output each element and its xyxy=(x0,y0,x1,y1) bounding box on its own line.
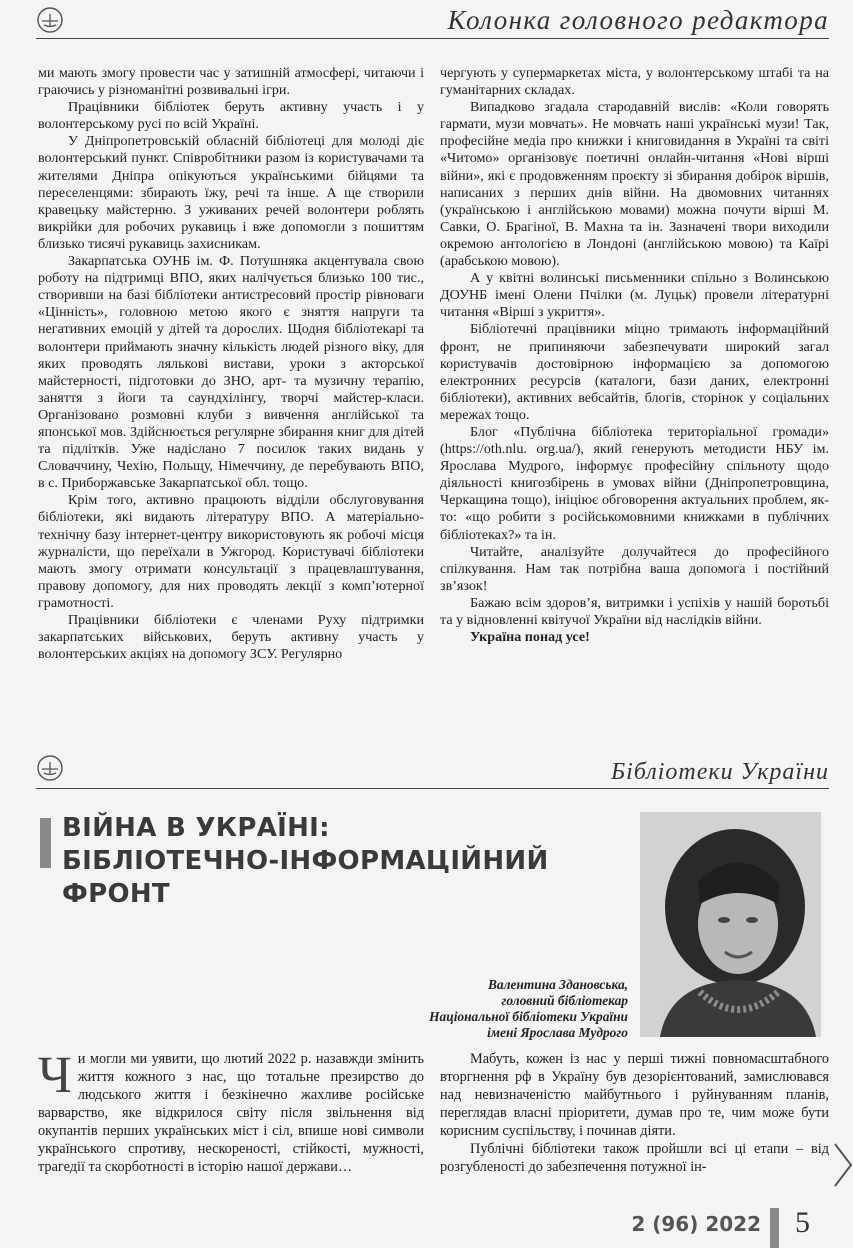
article-title-line1: ВІЙНА В УКРАЇНІ: xyxy=(62,813,330,843)
author-org-name: імені Ярослава Мудрого xyxy=(487,1025,628,1040)
paragraph: Блог «Публічна бібліотека територіальної громади» (https://oth.nlu. org.ua/), який генерують методисти НБУ ім. Ярослава Мудрого, інформує професійну спільноту щодо діяльності книгозбірень в умовах війни (Дніпропетровщина, Черкащина тощо), ініціює обговорення актуальних проблем, як-то: «що робити з російськомовними книжками в публічних бібліотеках?» та ін. xyxy=(440,423,829,543)
byline xyxy=(328,977,628,1041)
left-column xyxy=(38,65,424,663)
library-logo-icon xyxy=(36,754,64,782)
paragraph: чергують у супермаркетах міста, у волонтерському штабі та на гуманітарних складах. xyxy=(440,65,829,99)
header-editor-column xyxy=(36,4,829,39)
right-column xyxy=(440,65,829,646)
article-title-line2: БІБЛІОТЕЧНО-ІНФОРМАЦІЙНИЙ ФРОНТ xyxy=(62,846,549,909)
lead-text: и могли ми уявити, що лютий 2022 р. назавжди змінить життя кожного з нас, що тотальне презирство до людського життя і безкінечно жахливе російське варварство, яке відкрилося світу після звільнення від окупантів перших українських міст і сіл, впише нові символи українського спротиву, нескореності, стійкості, мужності, трагедії та скорботності в історію нашої держави… xyxy=(38,1051,424,1175)
paragraph: Працівники бібліотеки є членами Руху підтримки закарпатських військових, беруть активну участь у волонтерських акціях на допомогу ЗСУ. Регулярно xyxy=(38,612,424,663)
paragraph: ми мають змогу провести час у затишній атмосфері, читаючи і граючись у різноманітні розвивальні ігри. xyxy=(38,65,424,99)
title-accent-bar xyxy=(40,818,51,868)
paragraph: У Дніпропетровській обласній бібліотеці для молоді діє волонтерський пункт. Співробітники разом із користувачами та жителями Дніпра опікуються українськими бійцями та переселенцями: збирають їжу, речі та інше. А ще створили кравецьку майстерню. З уживаних речей волонтери роблять викрійки для робочих рукавиць і вже допомогли з пошиттям близько тисячі рукавиць захисникам. xyxy=(38,133,424,252)
author-org: Національної бібліотеки України xyxy=(429,1009,628,1024)
paragraph: Мабуть, кожен із нас у перші тижні повномасштабного вторгнення рф в Україну був дезорієнтований, замислювався над невизначеністю майбутнього і руйнуванням планів, переглядав власні пріоритети, думав про те, чим може бути корисним суспільству, і починав діяти. xyxy=(440,1051,829,1139)
paragraph: А у квітні волинські письменники спільно з Волинською ДОУНБ імені Олени Пчілки (м. Луцьк) провели літературні читання «Вірші з укриття». xyxy=(440,270,829,321)
section-title: Бібліотеки України xyxy=(611,759,829,785)
author-name: Валентина Здановська, xyxy=(487,977,628,992)
paragraph: Публічні бібліотеки також пройшли всі ці етапи – від розгубленості до забезпечення потужної ін- xyxy=(440,1141,829,1175)
library-logo-icon xyxy=(36,6,64,34)
header-title: Колонка головного редактора xyxy=(447,5,829,35)
drop-cap: Ч xyxy=(38,1047,72,1104)
paragraph: Крім того, активно працюють відділи обслуговування бібліотеки, які видають літературу ВПО. А матеріально-технічну базу інтернет-центру використовують як робочі місця журналісти, що переїхали в Ужгород. Користувачі бібліотеки мають змогу отримати консультації з працевлаштування, правову допомогу, для них проводять лекції з комп’ютерної грамотності. xyxy=(38,492,424,611)
article-title xyxy=(62,812,642,911)
closing-slogan: Україна понад усе! xyxy=(470,629,590,646)
paragraph: Бажаю всім здоров’я, витримки і успіхів у нашій боротьбі та у відновленні квітучої України від наслідків війни. xyxy=(440,594,829,628)
header-section xyxy=(36,752,829,789)
page-number: 5 xyxy=(795,1206,810,1239)
article-right-column xyxy=(440,1050,829,1176)
author-photo xyxy=(640,812,821,1037)
paragraph: Працівники бібліотек беруть активну участь і у волонтерському русі по всій Україні. xyxy=(38,99,424,133)
paragraph: Читайте, аналізуйте долучайтеся до професійного спілкування. Нам так потрібна ваша допомога і постійний зв’язок! xyxy=(440,543,829,594)
issue-number: 2 (96) 2022 xyxy=(631,1212,761,1236)
lead-paragraph xyxy=(38,1047,424,1176)
next-page-arrow-icon xyxy=(833,1142,853,1188)
author-role: головний бібліотекар xyxy=(501,993,628,1008)
article-left-column xyxy=(38,1047,424,1176)
paragraph: Бібліотечні працівники міцно тримають інформаційний фронт, не припиняючи забезпечувати широкий загал користувачів достовірною інформацією за допомогою електронних ресурсів (каталоги, бази даних, електронні бібліотеки), активних вебсайтів, блогів, сторінок у соціальних мережах тощо. xyxy=(440,321,829,423)
footer-accent-bar xyxy=(770,1208,779,1248)
paragraph: Закарпатська ОУНБ ім. Ф. Потушняка акцентувала свою роботу на підтримці ВПО, яких налічується близько 100 тис., створивши на базі бібліотеки антистресовий простір рівноваги «Цінність», головною метою якого є зняття напруги та негативних емоцій у дітей та дорослих. Щодня бібліотекарі та волонтери приймають значну кількість людей різного віку, для яких проводять лялькові вистави, уроки з акторської майстерності, підготовки до ЗНО, арт- та музичну терапію, заняття з йоги та саундхілінгу, творчі майстер-класи. Організовано розмовні клуби з вивчення англійської та японської мов. Здійснюється регулярне збирання книг для дітей та підлітків. Уже надіслано 7 посилок таких видань у Словаччину, Чехію, Польщу, Німеччину, де перебувають ВПО, в с. Приборжавське Закарпатської обл. тощо. xyxy=(38,253,424,492)
paragraph: Випадково згадала стародавній вислів: «Коли говорять гармати, музи мовчать». Не мовчать наші українські музи! Так, професійне медіа про книжки і книговидання в Україні та світі «Читомо» організовує поетичні онлайн-читання «Нові вірші війни», які є продовженням проєкту зі збирання добірок віршів, написаних з перших днів війни. На двомовних читаннях (українською і англійською мовами) можна почути вірші М. Савки, О. Брагіної, В. Махна та ін. Зазначені твори виходили окремою антологією в Лондоні (англійською мовою) та Каїрі (арабською мовою). xyxy=(440,99,829,270)
portrait-image xyxy=(640,812,821,1037)
